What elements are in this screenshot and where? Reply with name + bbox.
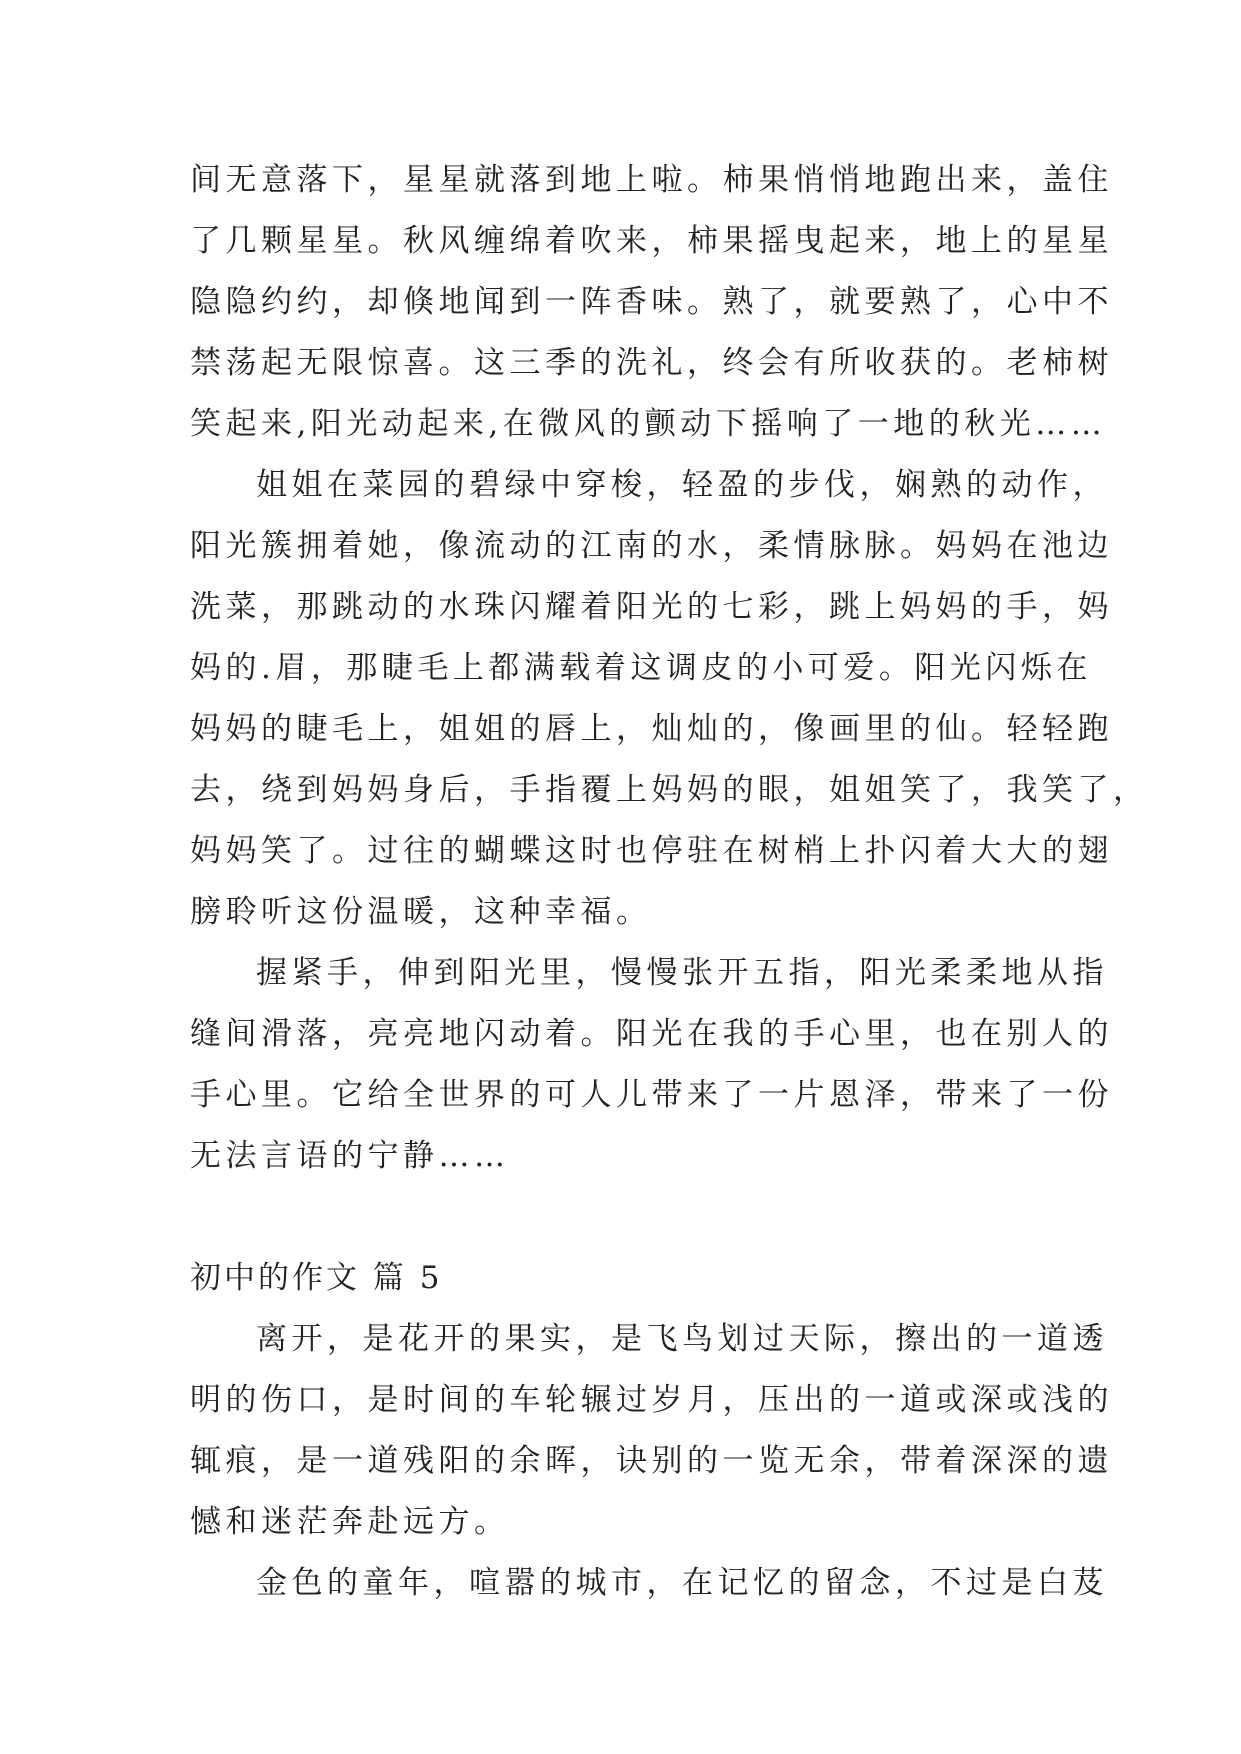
text-line: 缝间滑落，亮亮地闪动着。阳光在我的手心里，也在别人的 [190, 1016, 1113, 1052]
text-line: 握紧手，伸到阳光里，慢慢张开五指，阳光柔柔地从指 [256, 955, 1108, 991]
paragraph [190, 1553, 1108, 1614]
text-line: 去，绕到妈妈身后，手指覆上妈妈的眼，姐姐笑了，我笑了， [190, 772, 1149, 808]
text-line: 金色的童年，喧嚣的城市，在记忆的留念，不过是白芨 [256, 1565, 1108, 1601]
text-line: 无法言语的宁静…… [190, 1138, 510, 1174]
text-line: 姐姐在菜园的碧绿中穿梭，轻盈的步伐，娴熟的动作， [256, 467, 1108, 503]
text-line: 憾和迷茫奔赴远方。 [190, 1504, 510, 1540]
text-line: 阳光簇拥着她，像流动的江南的水，柔情脉脉。妈妈在池边 [190, 528, 1113, 564]
document-body [190, 150, 1149, 1614]
paragraph [190, 943, 1113, 1187]
text-line: 间无意落下，星星就落到地上啦。柿果悄悄地跑出来，盖住 [190, 162, 1113, 198]
text-line: 禁荡起无限惊喜。这三季的洗礼，终会有所收获的。老柿树 [190, 345, 1113, 381]
text-line: 妈妈笑了。过往的蝴蝶这时也停驻在树梢上扑闪着大大的翅 [190, 833, 1113, 869]
text-line: 笑起来,阳光动起来,在微风的颤动下摇响了一地的秋光…… [190, 406, 1107, 442]
paragraph [190, 1309, 1113, 1553]
section-heading: 初中的作文 篇 5 [190, 1260, 443, 1296]
text-line: 妈的.眉，那睫毛上都满载着这调皮的小可爱。阳光闪烁在 [190, 650, 1092, 686]
text-line: 了几颗星星。秋风缠绵着吹来，柿果摇曳起来，地上的星星 [190, 223, 1113, 259]
text-line: 洗菜，那跳动的水珠闪耀着阳光的七彩，跳上妈妈的手，妈 [190, 589, 1113, 625]
paragraph [190, 455, 1149, 943]
text-line: 明的伤口，是时间的车轮辗过岁月，压出的一道或深或浅的 [190, 1382, 1113, 1418]
paragraph [190, 150, 1113, 455]
text-line: 膀聆听这份温暖，这种幸福。 [190, 894, 652, 930]
paragraph-spacer [190, 1187, 1050, 1248]
text-line: 隐隐约约，却倏地闻到一阵香味。熟了，就要熟了，心中不 [190, 284, 1113, 320]
text-line: 手心里。它给全世界的可人儿带来了一片恩泽，带来了一份 [190, 1077, 1113, 1113]
text-line: 辄痕，是一道残阳的余晖，诀别的一览无余，带着深深的遗 [190, 1443, 1113, 1479]
text-line: 离开，是花开的果实，是飞鸟划过天际，擦出的一道透 [256, 1321, 1108, 1357]
text-line: 妈妈的睫毛上，姐姐的唇上，灿灿的，像画里的仙。轻轻跑 [190, 711, 1113, 747]
